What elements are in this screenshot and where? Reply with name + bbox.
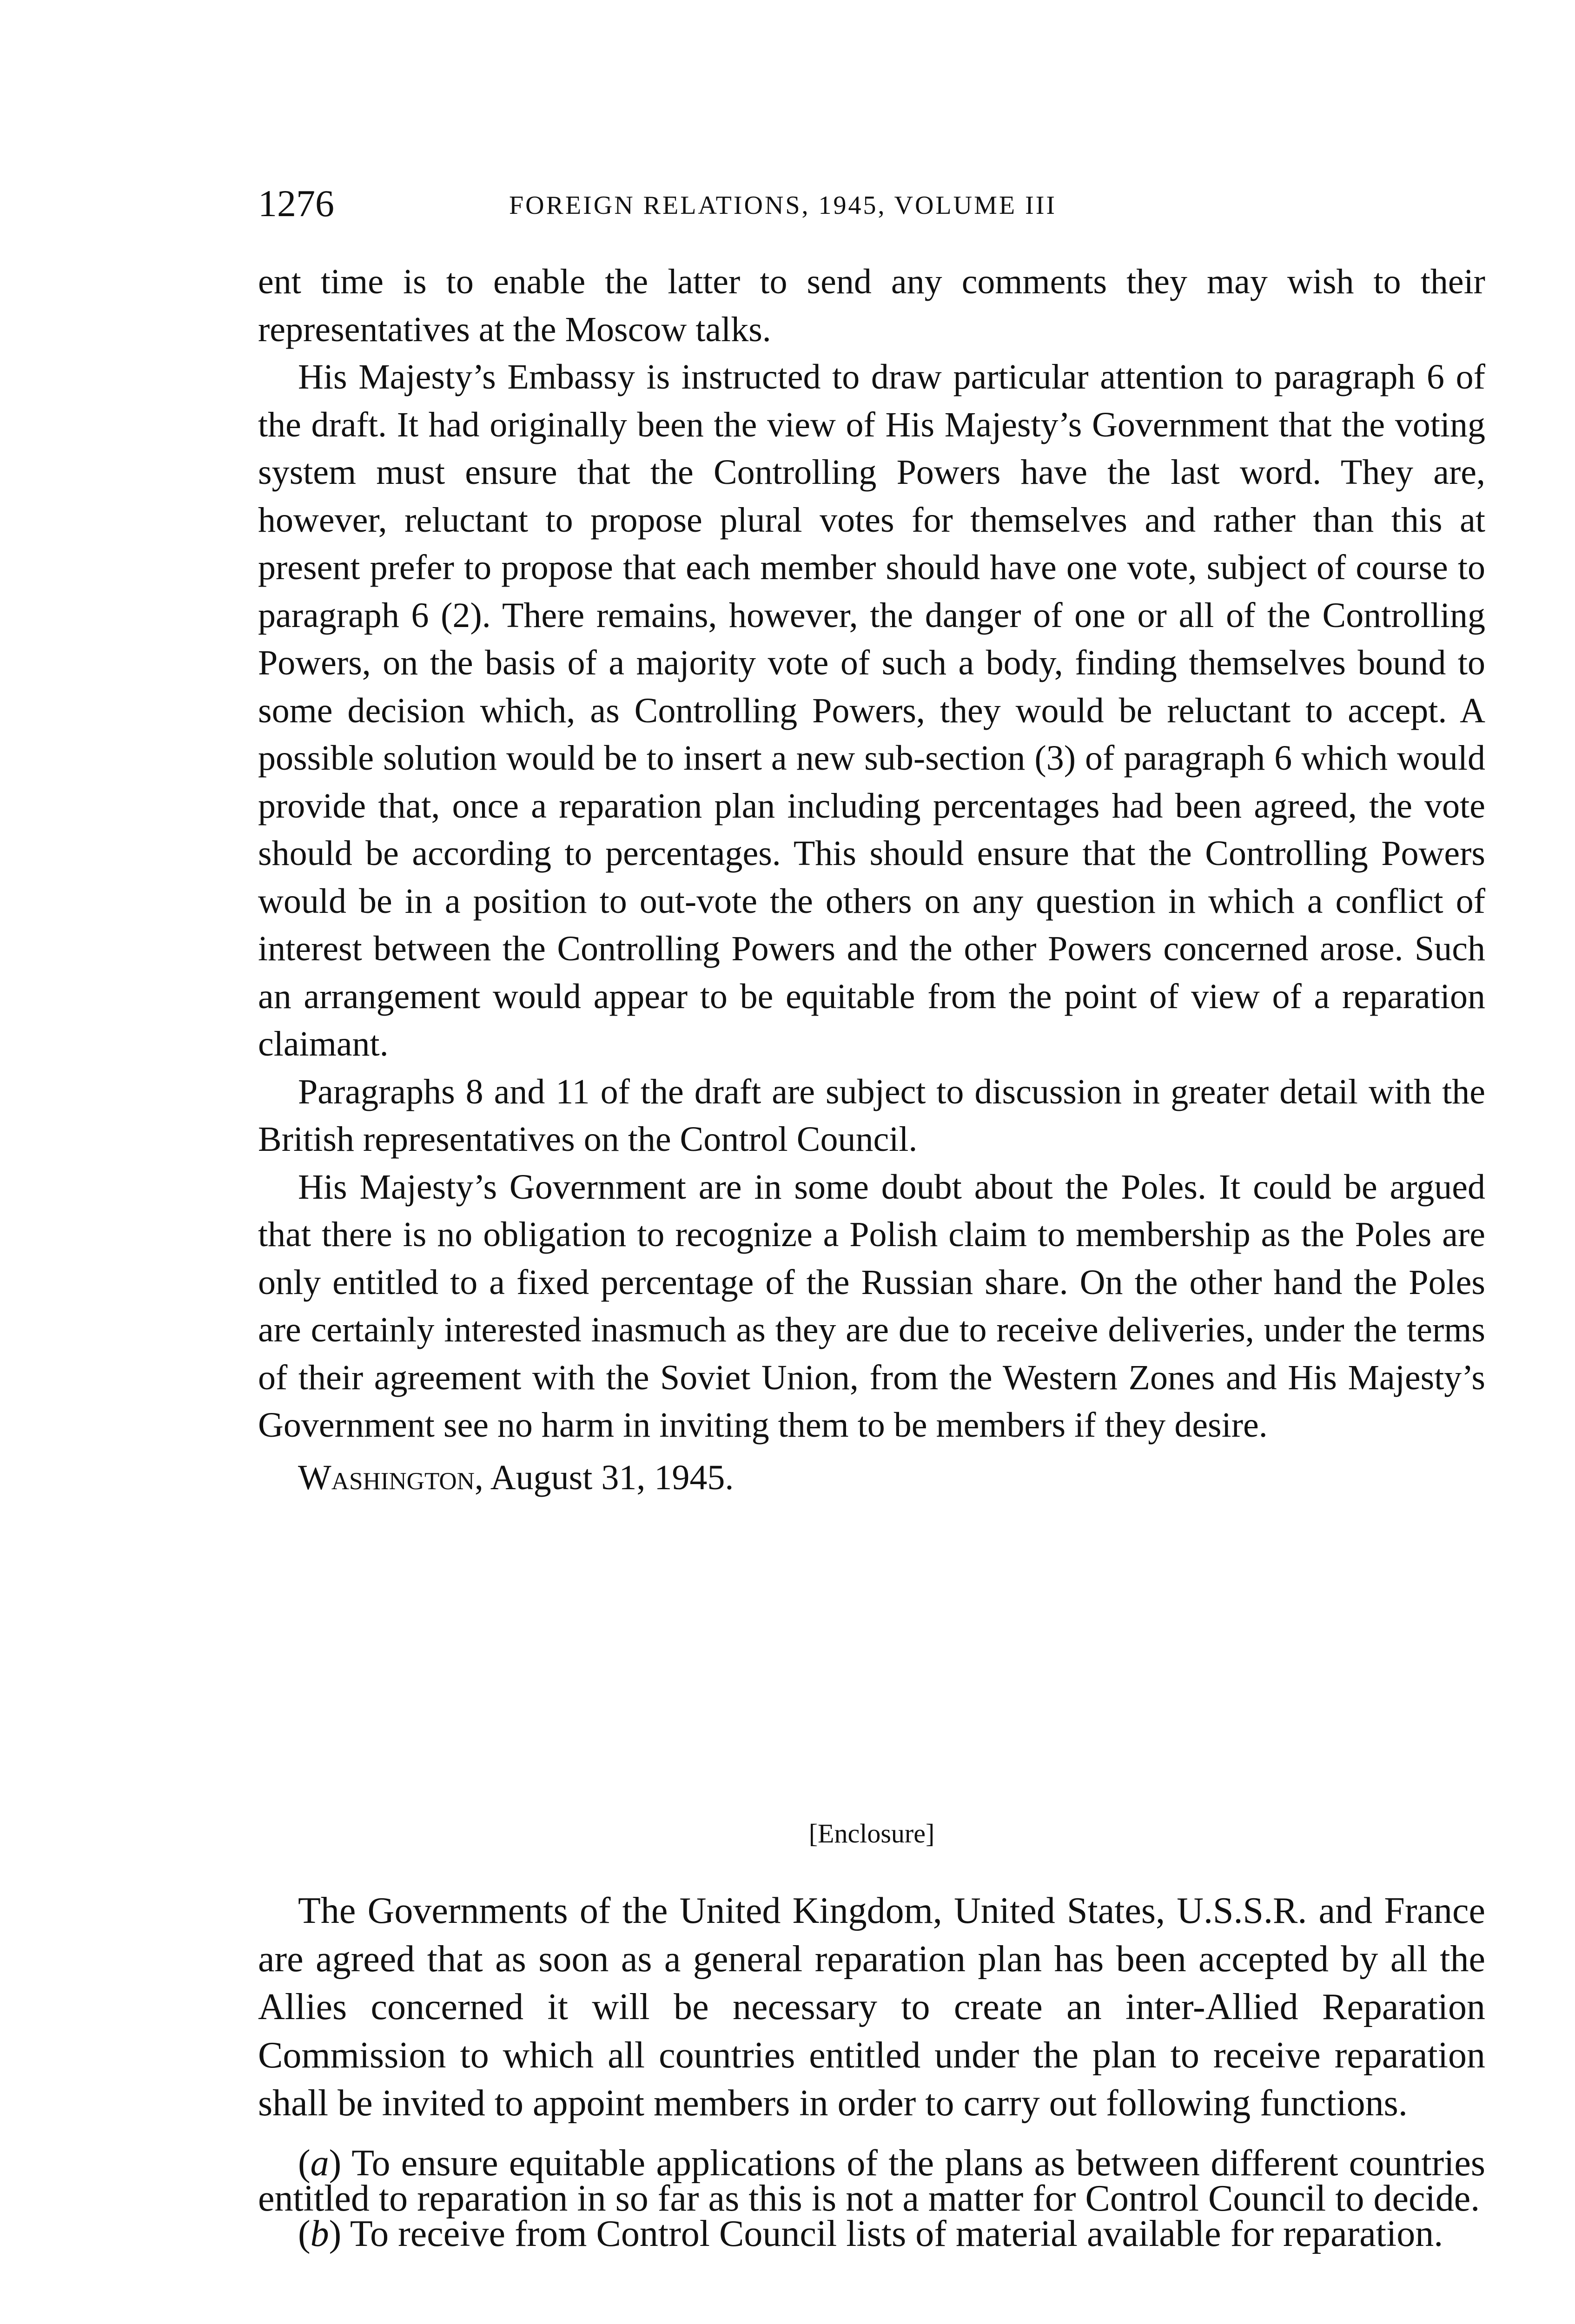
paragraph-draft-discussion: Paragraphs 8 and 11 of the draft are subject to discussion in greater detail with the British representatives on the Control Council. — [258, 1072, 1485, 1159]
item-marker: (b) — [298, 2213, 342, 2254]
item-letter: a — [310, 2142, 329, 2184]
paragraph-poles: His Majesty’s Government are in some doubt about the Poles. It could be argued that there is no obligation to recognize a Polish claim to membership as the Poles are only entitled to a fixed percentage of the Russian share. On the other hand the Poles are certainly interested inasmuch as they are due to receive deliveries, under the terms of their agreement with the Soviet Union, from the Western Zones and His Majesty’s Government see no harm in inviting them to be members if they desire. — [258, 1167, 1485, 1445]
enclosure-item — [258, 2213, 1485, 2254]
signoff — [298, 1454, 1485, 1502]
paragraph-voting-system: His Majesty’s Embassy is instructed to draw particular attention to paragraph 6 of the draft. It had originally been the view of His Majesty’s Government that the voting system must ensure that the Controlling Powers have the last word. They are, however, reluctant to propose plural votes for themselves and rather than this at present prefer to propose that each member should have one vote, subject of course to paragraph 6 (2). There remains, however, the danger of one or all of the Controlling Powers, on the basis of a majority vote of such a body, finding themselves bound to some decision which, as Controlling Powers, they would be reluctant to accept. A possible solution would be to insert a new sub-section (3) of paragraph 6 which would provide that, once a reparation plan including percentages had been agreed, the vote should be according to percentages. This should ensure that the Controlling Powers would be in a position to out-vote the others on any question in which a conflict of interest between the Controlling Powers and the other Powers concerned arose. Such an arrangement would appear to be equitable from the point of view of a reparation claimant. — [258, 357, 1485, 1063]
enclosure-item — [258, 2142, 1485, 2219]
enclosure-label: [Enclosure] — [808, 1818, 935, 1849]
item-text: To ensure equitable applications of the plans as between different countries entitled to reparation in so far as this is not a matter for Control Council to decide. — [258, 2142, 1485, 2219]
item-marker: (a) — [298, 2142, 342, 2184]
enclosure-body — [258, 1887, 1485, 2254]
page-header — [258, 180, 1485, 231]
paragraph-continuation: ent time is to enable the latter to send any comments they may wish to their representatives at the Moscow talks. — [258, 262, 1485, 349]
letter-body — [258, 258, 1485, 1501]
enclosure-intro: The Governments of the United Kingdom, United States, U.S.S.R. and France are agreed that as soon as a general reparation plan has been accepted by all the Allies concerned it will be necessary to create an inter-Allied Reparation Commission to which all countries entitled under the plan to receive reparation shall be invited to appoint members in order to carry out following functions. — [258, 1890, 1485, 2124]
item-text: To receive from Control Council lists of material available for reparation. — [350, 2213, 1443, 2254]
running-head: FOREIGN RELATIONS, 1945, VOLUME III — [509, 191, 1057, 220]
signoff-date: August 31, 1945. — [490, 1458, 734, 1497]
item-letter: b — [310, 2213, 329, 2254]
page-number: 1276 — [258, 182, 334, 224]
signoff-place: Washington, — [298, 1458, 483, 1497]
